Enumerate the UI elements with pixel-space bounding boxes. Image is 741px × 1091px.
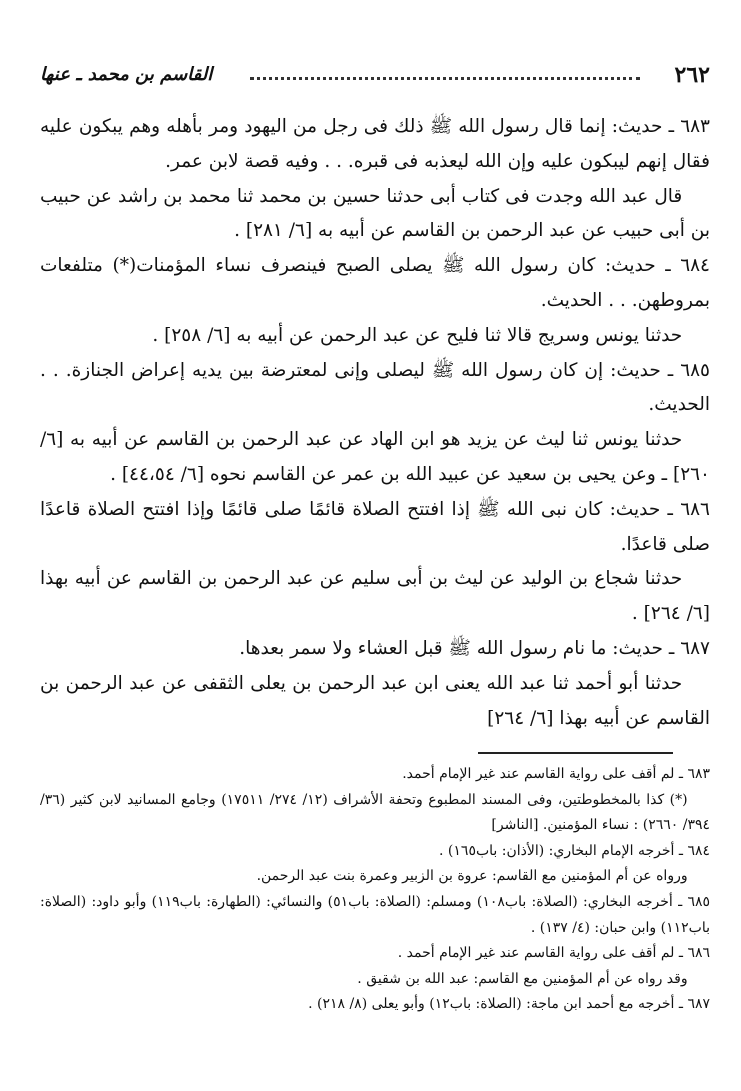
paragraph-h684_isnad: حدثنا يونس وسريج قالا ثنا فليح عن عبد الرحمن عن أبيه به [٦/ ٢٥٨] . — [152, 324, 683, 346]
paragraph-h687_isnad: حدثنا أبو أحمد ثنا عبد الله يعنى ابن عبد الرحمن بن يعلى الثقفى عن عبد الرحمن بن القاسم عن أبيه بهذا [٦/ ٢٦٤] — [40, 672, 710, 729]
footnote-n683: ٦٨٣ ـ لم أقف على رواية القاسم عند غير الإمام أحمد. — [402, 766, 710, 782]
paragraph-h686_text: ٦٨٦ ـ حديث: كان نبى الله ﷺ إذا افتتح الصلاة قائمًا صلى قائمًا وإذا افتتح الصلاة قاعدًا صلى قاعدًا. — [40, 498, 710, 555]
footnote-n687: ٦٨٧ ـ أخرجه مع أحمد ابن ماجة: (الصلاة: باب١٢) وأبو يعلى (٨/ ٢١٨) . — [308, 996, 710, 1013]
paragraph-h685_isnad: حدثنا يونس ثنا ليث عن يزيد هو ابن الهاد عن عبد الرحمن بن القاسم عن أبيه به [٦/ ٢٦٠] ـ وعن يحيى بن سعيد عن عبيد الله بن عمر عن القاسم نحوه [٦/ ٤٤،٥٤] . — [40, 429, 710, 485]
footnote-n684b: ورواه عن أم المؤمنين مع القاسم: عروة بن الزبير وعمرة بنت عبد الرحمن. — [256, 868, 688, 885]
paragraph-h683_isnad: قال عبد الله وجدت فى كتاب أبى حدثنا حسين بن محمد ثنا محمد بن راشد عن حبيب بن أبى حبيب عن عبد الرحمن بن القاسم عن أبيه به [٦/ ٢٨١] . — [40, 185, 710, 242]
page-header — [40, 58, 710, 92]
page-number: ٢٦٢ — [674, 62, 710, 88]
footnote-nstar: (*) كذا بالمخطوطتين، وفى المسند المطبوع وتحفة الأشراف (١٢/ ٢٧٤/ ١٧٥١١) وجامع المسانيد لابن كثير (٣٦/ ٣٩٤/ ٢٦٦٠) : نساء المؤمنين. [الناشر] — [40, 791, 710, 834]
running-title: القاسم بن محمد ـ عنها — [40, 64, 213, 85]
footnote-separator — [478, 752, 673, 754]
paragraph-h687_text: ٦٨٧ ـ حديث: ما نام رسول الله ﷺ قبل العشاء ولا سمر بعدها. — [239, 637, 710, 659]
footnote-n686b: وقد رواه عن أم المؤمنين مع القاسم: عبد الله بن شقيق . — [357, 970, 688, 987]
hadith-main-text — [40, 110, 710, 736]
paragraph-h685_text: ٦٨٥ ـ حديث: إن كان رسول الله ﷺ ليصلى وإنى لمعترضة بين يديه إعراض الجنازة. . . الحديث. — [40, 359, 710, 416]
footnote-n684: ٦٨٤ ـ أخرجه الإمام البخاري: (الأذان: باب١٦٥) . — [439, 842, 710, 859]
footnotes — [40, 762, 710, 1018]
paragraph-h684_text: ٦٨٤ ـ حديث: كان رسول الله ﷺ يصلى الصبح فينصرف نساء المؤمنات(*) متلفعات بمروطهن. . . الحديث. — [40, 255, 710, 311]
footnote-n686: ٦٨٦ ـ لم أقف على رواية القاسم عند غير الإمام أحمد . — [397, 945, 710, 962]
footnote-n685: ٦٨٥ ـ أخرجه البخاري: (الصلاة: باب١٠٨) ومسلم: (الصلاة: باب٥١) والنسائي: (الطهارة: باب١١٩) وأبو داود: (الصلاة: باب١١٢) وابن حبان: (٤/ ١٣٧) . — [40, 893, 711, 936]
paragraph-h686_isnad: حدثنا شجاع بن الوليد عن ليث بن أبى سليم عن عبد الرحمن بن القاسم عن أبيه بهذا [٦/ ٢٦٤] . — [40, 568, 710, 625]
paragraph-h683_text: ٦٨٣ ـ حديث: إنما قال رسول الله ﷺ ذلك فى رجل من اليهود ومر بأهله وهم يبكون عليه فقال إنهم ليبكون عليه وإن الله ليعذبه فى قبره. . . وفيه قصة لابن عمر. — [40, 116, 710, 172]
header-dotted-rule — [250, 77, 640, 80]
